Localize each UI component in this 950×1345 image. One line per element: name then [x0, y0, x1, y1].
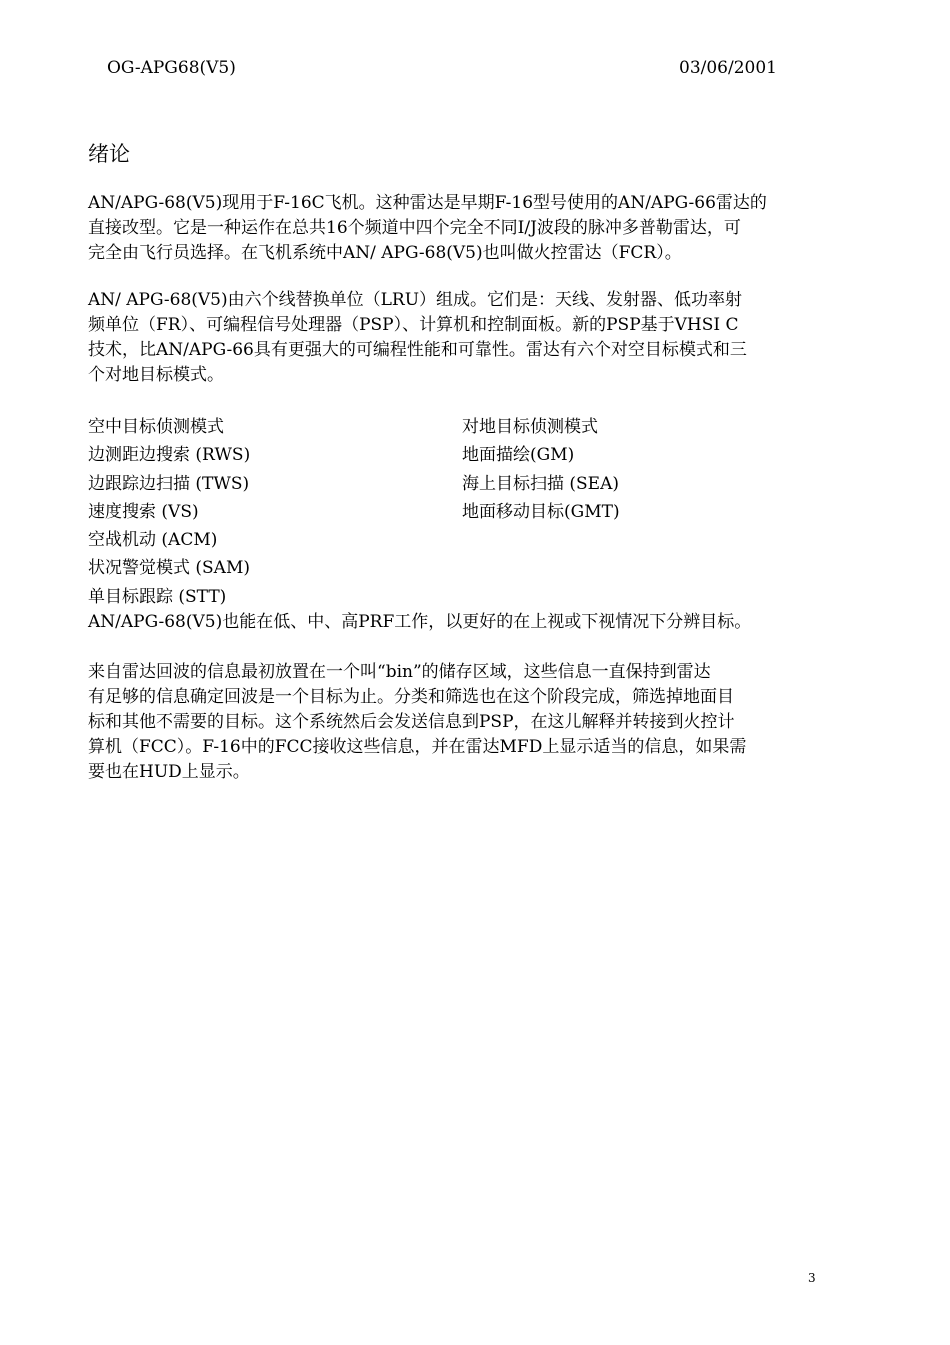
paragraph-lru [88, 288, 823, 388]
paragraph-bin [88, 660, 823, 785]
paragraph-prf: AN/APG-68(V5)也能在低、中、高PRF工作，以更好的在上视或下视情况下分辨目标。 [88, 612, 752, 632]
header-date: 03/06/2001 [679, 58, 777, 78]
ground-mode-item: 地面移动目标(GMT) [462, 501, 620, 522]
paragraph-line: 来自雷达回波的信息最初放置在一个叫“bin”的储存区域，这些信息一直保持到雷达 [88, 662, 711, 682]
ground-mode-item: 地面描绘(GM) [462, 445, 575, 466]
paragraph-line: 有足够的信息确定回波是一个目标为止。分类和筛选也在这个阶段完成，筛选掉地面目 [88, 687, 734, 707]
air-mode-item: 边测距边搜索 (RWS) [88, 445, 251, 466]
paragraph-line: 算机（FCC）。F-16中的FCC接收这些信息，并在雷达MFD上显示适当的信息，如果需 [88, 737, 747, 757]
ground-modes-heading: 对地目标侦测模式 [462, 417, 598, 437]
paragraph-line: 标和其他不需要的目标。这个系统然后会发送信息到PSP，在这儿解释并转接到火控计 [88, 712, 735, 732]
air-mode-item: 空战机动 (ACM) [88, 530, 218, 551]
paragraph-line: 要也在HUD上显示。 [88, 762, 250, 782]
air-modes-list [88, 413, 250, 611]
ground-mode-item: 海上目标扫描 (SEA) [462, 473, 620, 494]
paragraph-line: 技术，比AN/APG-66具有更强大的可编程性能和可靠性。雷达有六个对空目标模式和三 [88, 340, 747, 360]
section-title: 绪论 [88, 142, 130, 166]
paragraph-intro [88, 191, 823, 266]
paragraph-line: 个对地目标模式。 [88, 365, 224, 385]
air-mode-item: 单目标跟踪 (STT) [88, 586, 227, 607]
air-mode-item: 状况警觉模式 (SAM) [88, 558, 250, 579]
paragraph-line: AN/ APG-68(V5)由六个线替换单位（LRU）组成。它们是：天线、发射器、低功率射 [88, 290, 743, 310]
air-mode-item: 速度搜索 (VS) [88, 501, 199, 522]
header-doc-id: OG-APG68(V5) [107, 58, 236, 78]
ground-modes-list [462, 413, 620, 526]
paragraph-line: 完全由飞行员选择。在飞机系统中AN/ APG-68(V5)也叫做火控雷达（FCR）。 [88, 243, 682, 263]
air-modes-heading: 空中目标侦测模式 [88, 417, 224, 437]
page-number: 3 [808, 1271, 816, 1285]
paragraph-line: 直接改型。它是一种运作在总共16个频道中四个完全不同I/J波段的脉冲多普勒雷达，可 [88, 218, 741, 238]
paragraph-line: 频单位（FR）、可编程信号处理器（PSP）、计算机和控制面板。新的PSP基于VHSI C [88, 315, 739, 335]
air-mode-item: 边跟踪边扫描 (TWS) [88, 473, 250, 494]
paragraph-line: AN/APG-68(V5)现用于F-16C飞机。这种雷达是早期F-16型号使用的AN/APG-66雷达的 [88, 193, 767, 213]
